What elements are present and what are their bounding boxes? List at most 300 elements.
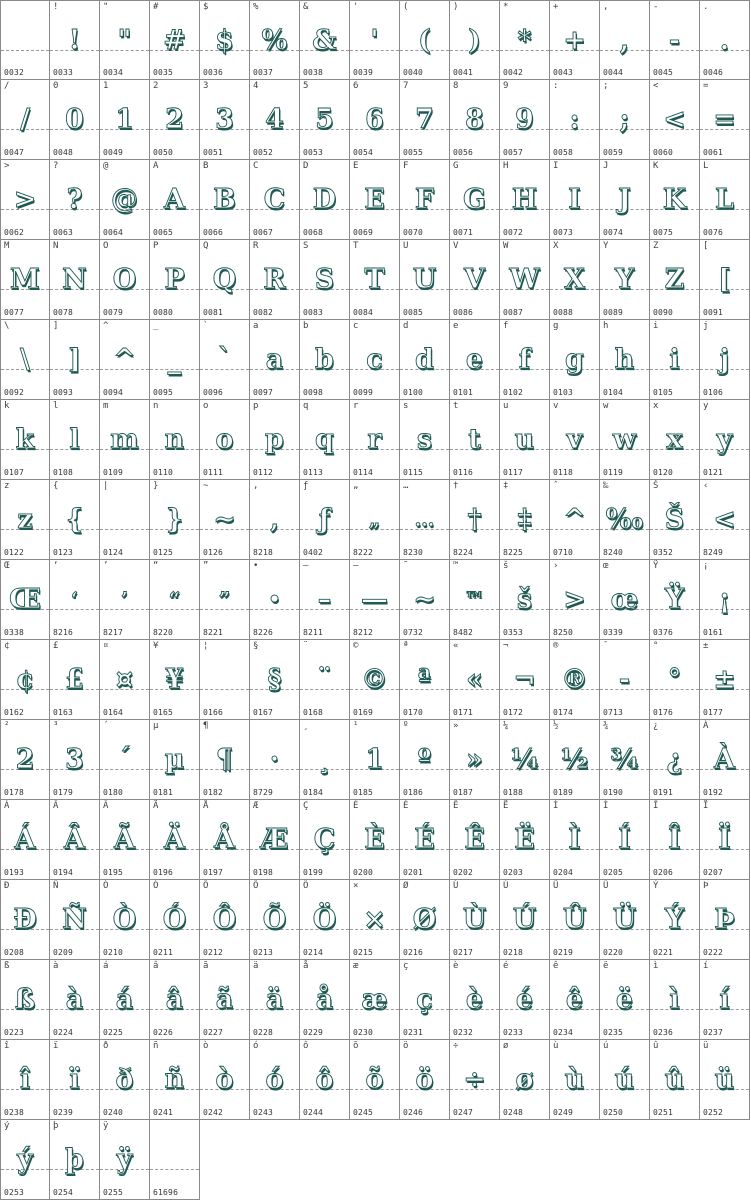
char-code: 0168 xyxy=(303,708,324,717)
glyph-sample: s xyxy=(416,423,433,455)
glyph-label: t xyxy=(453,401,459,411)
glyph-cell xyxy=(50,960,100,1040)
glyph-cell xyxy=(100,800,150,880)
glyph-cell xyxy=(350,160,400,240)
glyph-cell xyxy=(500,400,550,480)
glyph-sample: × xyxy=(363,903,386,935)
glyph-cell xyxy=(650,80,700,160)
glyph-label: > xyxy=(4,161,10,171)
glyph-sample: ô xyxy=(315,1063,334,1095)
char-code: 0162 xyxy=(4,708,25,717)
glyph-sample: ç xyxy=(416,983,433,1015)
glyph-sample: ± xyxy=(713,663,736,695)
glyph-sample: à xyxy=(65,983,84,1015)
glyph-cell xyxy=(600,1040,650,1120)
glyph-sample: ' xyxy=(370,24,379,56)
glyph-sample: Ë xyxy=(514,823,535,855)
glyph-label: á xyxy=(103,961,109,971)
glyph-label: ù xyxy=(553,1041,559,1051)
glyph-sample xyxy=(150,1136,199,1182)
glyph-sample: M xyxy=(10,263,40,295)
glyph-cell xyxy=(500,880,550,960)
glyph-sample: ¿ xyxy=(666,743,683,775)
char-code: 8225 xyxy=(503,548,524,557)
char-code: 0042 xyxy=(503,68,524,77)
glyph-sample: S xyxy=(314,263,335,295)
char-code: 0402 xyxy=(303,548,324,557)
glyph-label: ê xyxy=(553,961,559,971)
char-code: 0076 xyxy=(703,228,724,237)
char-code: 0106 xyxy=(703,388,724,397)
char-code: 61696 xyxy=(153,1188,179,1197)
glyph-cell xyxy=(650,400,700,480)
glyph-label: T xyxy=(353,241,359,251)
glyph-sample: ä xyxy=(265,983,284,1015)
glyph-label: I xyxy=(553,161,559,171)
glyph-cell xyxy=(450,480,500,560)
char-code: 0062 xyxy=(4,228,25,237)
char-code: 0180 xyxy=(103,788,124,797)
char-code: 0184 xyxy=(303,788,324,797)
glyph-label: › xyxy=(553,561,559,571)
glyph-sample: “ xyxy=(168,587,181,611)
glyph-sample: ´ xyxy=(117,743,132,775)
char-code: 0253 xyxy=(4,1188,25,1197)
char-code: 0077 xyxy=(4,308,25,317)
char-code: 0339 xyxy=(603,628,624,637)
glyph-sample: ¡ xyxy=(718,583,731,615)
glyph-label: § xyxy=(253,641,259,651)
glyph-sample: > xyxy=(563,583,586,615)
glyph-cell xyxy=(400,480,450,560)
glyph-sample: 1 xyxy=(365,743,384,775)
glyph-sample: ^ xyxy=(563,503,586,535)
glyph-label: ã xyxy=(203,961,209,971)
glyph-cell xyxy=(550,160,600,240)
char-code: 0052 xyxy=(253,148,274,157)
glyph-sample: ° xyxy=(667,663,682,695)
glyph-label: ° xyxy=(653,641,659,651)
glyph-cell xyxy=(600,960,650,1040)
glyph-label: [ xyxy=(703,241,709,251)
glyph-cell xyxy=(550,0,600,80)
glyph-sample: 0 xyxy=(65,103,84,135)
char-code: 0219 xyxy=(553,948,574,957)
glyph-sample: Ï xyxy=(718,823,731,855)
glyph-label: i xyxy=(653,321,659,331)
char-code: 0041 xyxy=(453,68,474,77)
glyph-sample: á xyxy=(115,983,134,1015)
glyph-label: — xyxy=(353,561,359,571)
glyph-cell xyxy=(50,720,100,800)
glyph-label: p xyxy=(253,401,259,411)
glyph-cell xyxy=(50,800,100,880)
glyph-label: ï xyxy=(53,1041,59,1051)
glyph-sample: Y xyxy=(614,263,635,295)
glyph-sample: ƒ xyxy=(318,503,331,535)
char-code: 8221 xyxy=(203,628,224,637)
char-code: 0050 xyxy=(153,148,174,157)
glyph-cell xyxy=(450,160,500,240)
glyph-cell xyxy=(250,400,300,480)
glyph-label: ´ xyxy=(103,721,109,731)
glyph-sample: Æ xyxy=(260,823,289,855)
glyph-cell xyxy=(300,240,350,320)
glyph-sample: Ì xyxy=(568,823,581,855)
glyph-cell xyxy=(400,880,450,960)
glyph-sample: ö xyxy=(415,1063,434,1095)
glyph-sample: Œ xyxy=(9,583,41,615)
glyph-cell xyxy=(100,0,150,80)
glyph-cell xyxy=(350,560,400,640)
char-code: 8224 xyxy=(453,548,474,557)
glyph-sample: Õ xyxy=(262,903,287,935)
char-code: 0051 xyxy=(203,148,224,157)
char-code: 8230 xyxy=(403,548,424,557)
char-code: 0164 xyxy=(103,708,124,717)
char-code: 0174 xyxy=(553,708,574,717)
glyph-sample: ½ xyxy=(560,743,589,775)
glyph-sample: H xyxy=(511,183,538,215)
char-code: 0221 xyxy=(653,948,674,957)
glyph-label: 6 xyxy=(353,81,359,91)
glyph-cell xyxy=(500,560,550,640)
glyph-sample: Â xyxy=(64,823,85,855)
char-code: 0161 xyxy=(703,628,724,637)
char-code: 0185 xyxy=(353,788,374,797)
glyph-label: ¾ xyxy=(603,721,609,731)
char-code: 0112 xyxy=(253,468,274,477)
glyph-label: â xyxy=(153,961,159,971)
char-code: 0118 xyxy=(553,468,574,477)
glyph-sample: t xyxy=(468,423,481,455)
glyph-cell xyxy=(450,640,500,720)
glyph-sample: î xyxy=(19,1063,31,1095)
char-code: 0197 xyxy=(203,868,224,877)
glyph-sample: ù xyxy=(564,1063,585,1095)
glyph-sample xyxy=(200,656,249,702)
glyph-cell xyxy=(700,400,750,480)
glyph-cell xyxy=(400,0,450,80)
glyph-cell xyxy=(500,960,550,1040)
char-code: 0032 xyxy=(4,68,25,77)
char-code: 0224 xyxy=(53,1028,74,1037)
glyph-label: 3 xyxy=(203,81,209,91)
glyph-label: s xyxy=(403,401,409,411)
char-code: 0213 xyxy=(253,948,274,957)
glyph-sample: a xyxy=(265,343,284,375)
glyph-label: Ü xyxy=(603,881,609,891)
glyph-label: Ì xyxy=(553,801,559,811)
char-code: 0047 xyxy=(4,148,25,157)
char-code: 0056 xyxy=(453,148,474,157)
char-code: 0122 xyxy=(4,548,25,557)
char-code: 0233 xyxy=(503,1028,524,1037)
glyph-sample: D xyxy=(312,183,337,215)
char-code: 0045 xyxy=(653,68,674,77)
char-code: 0105 xyxy=(653,388,674,397)
glyph-sample: y xyxy=(716,423,733,455)
glyph-label: N xyxy=(53,241,59,251)
glyph-label: 9 xyxy=(503,81,509,91)
glyph-label: } xyxy=(153,481,159,491)
glyph-sample: ª xyxy=(417,663,432,695)
glyph-cell xyxy=(0,640,50,720)
char-code: 0178 xyxy=(4,788,25,797)
glyph-sample: 3 xyxy=(215,103,234,135)
glyph-sample: o xyxy=(215,423,234,455)
char-code: 0188 xyxy=(503,788,524,797)
glyph-cell xyxy=(500,480,550,560)
glyph-label: Y xyxy=(603,241,609,251)
glyph-label: v xyxy=(553,401,559,411)
glyph-label: å xyxy=(303,961,309,971)
glyph-cell xyxy=(100,560,150,640)
char-code: 0090 xyxy=(653,308,674,317)
glyph-label: 7 xyxy=(403,81,409,91)
char-code: 0100 xyxy=(403,388,424,397)
glyph-label: 2 xyxy=(153,81,159,91)
glyph-label: ä xyxy=(253,961,259,971)
glyph-cell xyxy=(100,960,150,1040)
glyph-label: 5 xyxy=(303,81,309,91)
char-code: 0206 xyxy=(653,868,674,877)
glyph-sample: ¼ xyxy=(510,743,539,775)
glyph-cell xyxy=(600,240,650,320)
char-code: 0075 xyxy=(653,228,674,237)
glyph-cell xyxy=(600,320,650,400)
char-code: 0252 xyxy=(703,1108,724,1117)
glyph-sample: w xyxy=(612,423,637,455)
glyph-cell xyxy=(600,800,650,880)
glyph-cell xyxy=(550,640,600,720)
glyph-label: ú xyxy=(603,1041,609,1051)
glyph-label: Ú xyxy=(503,881,509,891)
char-code: 0732 xyxy=(403,628,424,637)
glyph-label: , xyxy=(603,2,609,12)
char-code: 0166 xyxy=(203,708,224,717)
glyph-cell xyxy=(200,880,250,960)
glyph-sample: U xyxy=(412,263,437,295)
glyph-cell xyxy=(400,400,450,480)
char-code: 0038 xyxy=(303,68,324,77)
char-code: 0171 xyxy=(453,708,474,717)
glyph-label: ƒ xyxy=(303,481,309,491)
char-code: 0204 xyxy=(553,868,574,877)
glyph-sample: F xyxy=(414,183,435,215)
glyph-cell xyxy=(200,80,250,160)
glyph-sample: ! xyxy=(68,24,81,56)
char-code: 0044 xyxy=(603,68,624,77)
glyph-sample: Þ xyxy=(714,903,735,935)
char-code: 0067 xyxy=(253,228,274,237)
glyph-sample: š xyxy=(516,583,533,615)
char-code: 0230 xyxy=(353,1028,374,1037)
glyph-sample: \ xyxy=(20,343,30,375)
glyph-cell xyxy=(0,240,50,320)
char-code: 0070 xyxy=(403,228,424,237)
glyph-sample: ¸ xyxy=(317,743,332,775)
glyph-cell xyxy=(200,640,250,720)
glyph-sample: Ä xyxy=(164,823,185,855)
glyph-label: ; xyxy=(603,81,609,91)
char-code: 8218 xyxy=(253,548,274,557)
glyph-cell xyxy=(700,880,750,960)
glyph-cell xyxy=(100,640,150,720)
char-code: 0189 xyxy=(553,788,574,797)
char-code: 0235 xyxy=(603,1028,624,1037)
glyph-sample: Ü xyxy=(612,903,637,935)
glyph-cell xyxy=(0,880,50,960)
glyph-cell xyxy=(500,1040,550,1120)
glyph-cell xyxy=(300,0,350,80)
glyph-label: - xyxy=(653,2,659,12)
glyph-label: ‚ xyxy=(253,481,259,491)
glyph-sample: — xyxy=(361,583,388,615)
glyph-cell xyxy=(150,880,200,960)
glyph-label: . xyxy=(703,2,709,12)
glyph-sample: È xyxy=(364,823,385,855)
glyph-cell xyxy=(350,0,400,80)
char-code: 0063 xyxy=(53,228,74,237)
char-code: 0117 xyxy=(503,468,524,477)
glyph-label: ñ xyxy=(153,1041,159,1051)
char-code: 0237 xyxy=(703,1028,724,1037)
char-code: 0242 xyxy=(203,1108,224,1117)
glyph-sample: Ê xyxy=(464,823,485,855)
glyph-cell xyxy=(700,960,750,1040)
glyph-label: K xyxy=(653,161,659,171)
char-code: 0216 xyxy=(403,948,424,957)
char-code: 8729 xyxy=(253,788,274,797)
glyph-cell xyxy=(500,160,550,240)
glyph-cell xyxy=(0,160,50,240)
glyph-sample: * xyxy=(517,24,532,56)
glyph-cell xyxy=(250,960,300,1040)
glyph-cell xyxy=(700,0,750,80)
glyph-cell xyxy=(400,320,450,400)
glyph-label: ' xyxy=(353,2,359,12)
glyph-label: ^ xyxy=(103,321,109,331)
glyph-sample: ~ xyxy=(213,503,236,535)
glyph-cell xyxy=(150,800,200,880)
glyph-sample: T xyxy=(364,263,385,295)
glyph-label: & xyxy=(303,2,309,12)
glyph-label: 8 xyxy=(453,81,459,91)
char-code: 0058 xyxy=(553,148,574,157)
glyph-label: ÷ xyxy=(453,1041,459,1051)
char-code: 0107 xyxy=(4,468,25,477)
char-code: 0238 xyxy=(4,1108,25,1117)
char-code: 0079 xyxy=(103,308,124,317)
glyph-sample: õ xyxy=(365,1063,384,1095)
glyph-sample: z xyxy=(17,503,33,535)
char-code: 0243 xyxy=(253,1108,274,1117)
char-code: 0082 xyxy=(253,308,274,317)
glyph-cell xyxy=(0,1120,50,1200)
char-code: 0209 xyxy=(53,948,74,957)
glyph-label: Ÿ xyxy=(653,561,659,571)
glyph-cell xyxy=(400,560,450,640)
glyph-label: Ä xyxy=(153,801,159,811)
glyph-cell xyxy=(350,960,400,1040)
char-code: 0227 xyxy=(203,1028,224,1037)
glyph-cell xyxy=(300,320,350,400)
char-code: 8217 xyxy=(103,628,124,637)
glyph-label: ¬ xyxy=(503,641,509,651)
glyph-cell xyxy=(50,80,100,160)
char-code: 0119 xyxy=(603,468,624,477)
glyph-cell xyxy=(300,80,350,160)
glyph-label: a xyxy=(253,321,259,331)
glyph-label: Î xyxy=(653,801,659,811)
glyph-label: ¹ xyxy=(353,721,359,731)
glyph-label: ü xyxy=(703,1041,709,1051)
glyph-label: û xyxy=(653,1041,659,1051)
glyph-cell xyxy=(700,240,750,320)
glyph-sample: ¢ xyxy=(15,663,35,695)
glyph-sample xyxy=(1,17,49,63)
glyph-sample: < xyxy=(663,103,686,135)
glyph-sample: V xyxy=(464,263,485,295)
glyph-cell xyxy=(300,160,350,240)
glyph-sample: Ø xyxy=(412,903,437,935)
glyph-label: r xyxy=(353,401,359,411)
glyph-sample: . xyxy=(719,24,730,56)
glyph-cell xyxy=(50,160,100,240)
glyph-sample: : xyxy=(569,103,580,135)
glyph-sample: 3 xyxy=(65,743,84,775)
glyph-cell xyxy=(650,960,700,1040)
char-code: 0049 xyxy=(103,148,124,157)
glyph-sample: % xyxy=(261,24,288,56)
glyph-sample: h xyxy=(614,343,635,375)
glyph-sample: Ó xyxy=(162,903,187,935)
char-code: 0101 xyxy=(453,388,474,397)
glyph-cell xyxy=(400,720,450,800)
glyph-label: Ð xyxy=(4,881,10,891)
char-code: 0240 xyxy=(103,1108,124,1117)
char-code: 0248 xyxy=(503,1108,524,1117)
glyph-sample: æ xyxy=(361,983,388,1015)
char-code: 0191 xyxy=(653,788,674,797)
glyph-sample: J xyxy=(618,183,631,215)
glyph-sample: v xyxy=(566,423,583,455)
char-code: 0054 xyxy=(353,148,374,157)
glyph-sample: l xyxy=(69,423,80,455)
glyph-cell xyxy=(550,800,600,880)
glyph-sample: & xyxy=(312,24,337,56)
glyph-label: \ xyxy=(4,321,10,331)
glyph-sample: > xyxy=(13,183,37,215)
char-code: 0046 xyxy=(703,68,724,77)
glyph-sample: ¬ xyxy=(513,663,536,695)
glyph-label: Ï xyxy=(703,801,709,811)
glyph-cell xyxy=(300,1040,350,1120)
glyph-label: L xyxy=(703,161,709,171)
char-code: 8222 xyxy=(353,548,374,557)
glyph-cell xyxy=(700,560,750,640)
char-code: 0053 xyxy=(303,148,324,157)
glyph-label: : xyxy=(553,81,559,91)
glyph-cell xyxy=(350,320,400,400)
glyph-sample: ã xyxy=(215,983,234,1015)
char-code: 0179 xyxy=(53,788,74,797)
char-code: 0104 xyxy=(603,388,624,397)
glyph-cell xyxy=(150,560,200,640)
glyph-cell xyxy=(100,240,150,320)
glyph-label: @ xyxy=(103,161,109,171)
